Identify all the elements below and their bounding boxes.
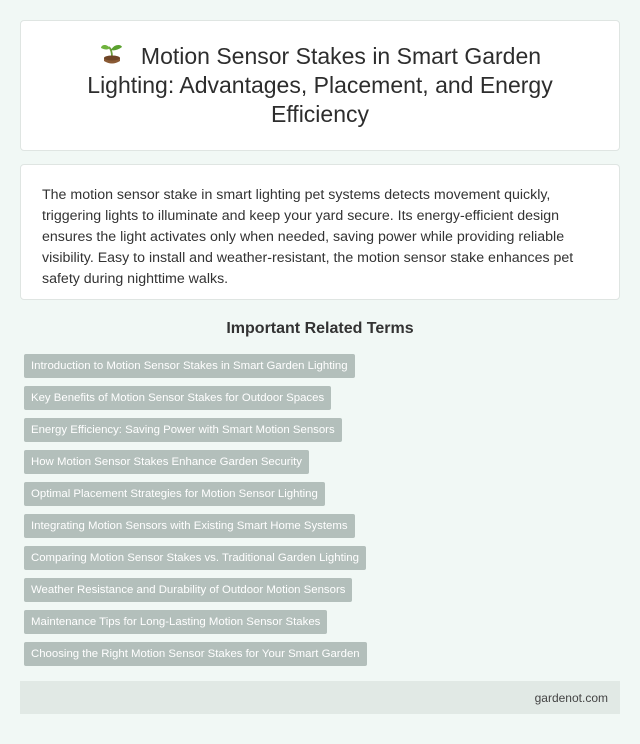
related-term-tag[interactable]: Key Benefits of Motion Sensor Stakes for Outdoor Spaces [24, 386, 331, 410]
related-term-tag[interactable]: Maintenance Tips for Long-Lasting Motion Sensor Stakes [24, 610, 327, 634]
related-term-tag[interactable]: Energy Efficiency: Saving Power with Smart Motion Sensors [24, 418, 342, 442]
related-terms-list [24, 354, 624, 674]
related-term-tag[interactable]: Choosing the Right Motion Sensor Stakes for Your Smart Garden [24, 642, 367, 666]
related-term-tag[interactable]: Comparing Motion Sensor Stakes vs. Traditional Garden Lighting [24, 546, 366, 570]
page-title-text: Motion Sensor Stakes in Smart Garden Lighting: Advantages, Placement, and Energy Efficiency [87, 43, 553, 127]
footer [20, 681, 620, 714]
related-terms-heading: Important Related Terms [226, 320, 414, 337]
description-text: The motion sensor stake in smart lighting pet systems detects movement quickly, triggering lights to illuminate and keep your yard secure. Its energy-efficient design ensures the light activates only when needed, saving power while providing reliable visibility. Easy to install and weather-resistant, the motion sensor stake enhances pet safety during nighttime walks. [42, 187, 574, 287]
related-term-tag[interactable]: How Motion Sensor Stakes Enhance Garden Security [24, 450, 309, 474]
title-card [20, 20, 620, 151]
page-title [61, 42, 579, 129]
related-term-tag[interactable]: Optimal Placement Strategies for Motion Sensor Lighting [24, 482, 325, 506]
sprout-icon [99, 42, 125, 66]
related-term-tag[interactable]: Weather Resistance and Durability of Outdoor Motion Sensors [24, 578, 352, 602]
description-card [20, 164, 620, 300]
related-term-tag[interactable]: Integrating Motion Sensors with Existing Smart Home Systems [24, 514, 355, 538]
related-term-tag[interactable]: Introduction to Motion Sensor Stakes in Smart Garden Lighting [24, 354, 355, 378]
footer-site-link[interactable]: gardenot.com [534, 690, 608, 705]
